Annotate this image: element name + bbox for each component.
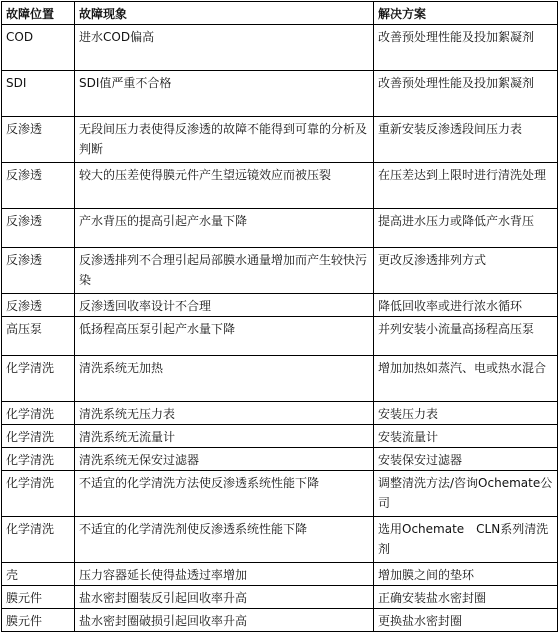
cell-solution: 增加加热如蒸汽、电或热水混合 <box>374 356 558 402</box>
cell-solution: 安装保安过滤器 <box>374 448 558 471</box>
cell-location: 化学清洗 <box>2 356 75 402</box>
cell-solution: 在压差达到上限时进行清洗处理 <box>374 163 558 209</box>
cell-solution: 提高进水压力或降低产水背压 <box>374 209 558 248</box>
table-row <box>2 609 558 632</box>
cell-location: COD <box>2 25 75 71</box>
table-row <box>2 71 558 117</box>
cell-location: 化学清洗 <box>2 425 75 448</box>
cell-solution: 重新安装反渗透段间压力表 <box>374 117 558 163</box>
cell-phenomenon: 不适宜的化学清洗剂使反渗透系统性能下降 <box>75 517 374 563</box>
cell-location: 膜元件 <box>2 609 75 632</box>
table-row <box>2 209 558 248</box>
cell-phenomenon: 清洗系统无流量计 <box>75 425 374 448</box>
cell-solution: 选用Ochemate CLN系列清洗剂 <box>374 517 558 563</box>
cell-solution: 更改反渗透排列方式 <box>374 248 558 294</box>
cell-location: 壳 <box>2 563 75 586</box>
cell-location: 膜元件 <box>2 586 75 609</box>
cell-phenomenon: 清洗系统无加热 <box>75 356 374 402</box>
cell-location: 反渗透 <box>2 117 75 163</box>
header-solution: 解决方案 <box>374 2 558 25</box>
cell-solution: 降低回收率或进行浓水循环 <box>374 294 558 317</box>
table-row <box>2 448 558 471</box>
cell-location: 化学清洗 <box>2 448 75 471</box>
table-row <box>2 317 558 356</box>
cell-phenomenon: 不适宜的化学清洗方法使反渗透系统性能下降 <box>75 471 374 517</box>
header-phenomenon: 故障现象 <box>75 2 374 25</box>
cell-location: 反渗透 <box>2 248 75 294</box>
cell-solution: 增加膜之间的垫环 <box>374 563 558 586</box>
cell-location: 化学清洗 <box>2 471 75 517</box>
cell-location: 高压泵 <box>2 317 75 356</box>
cell-phenomenon: 较大的压差使得膜元件产生望远镜效应而被压裂 <box>75 163 374 209</box>
cell-phenomenon: 产水背压的提高引起产水量下降 <box>75 209 374 248</box>
table-row <box>2 25 558 71</box>
cell-location: 反渗透 <box>2 294 75 317</box>
table-row <box>2 586 558 609</box>
table-row <box>2 248 558 294</box>
cell-location: 化学清洗 <box>2 517 75 563</box>
cell-solution: 安装压力表 <box>374 402 558 425</box>
cell-solution: 改善预处理性能及投加絮凝剂 <box>374 71 558 117</box>
cell-location: 反渗透 <box>2 209 75 248</box>
table-row <box>2 517 558 563</box>
table-row <box>2 402 558 425</box>
table-row <box>2 563 558 586</box>
header-location: 故障位置 <box>2 2 75 25</box>
cell-phenomenon: 反渗透回收率设计不合理 <box>75 294 374 317</box>
cell-phenomenon: 盐水密封圈装反引起回收率升高 <box>75 586 374 609</box>
cell-location: SDI <box>2 71 75 117</box>
header-row <box>2 2 558 25</box>
cell-solution: 安装流量计 <box>374 425 558 448</box>
cell-phenomenon: 低扬程高压泵引起产水量下降 <box>75 317 374 356</box>
table-row <box>2 163 558 209</box>
troubleshooting-table <box>1 1 558 632</box>
cell-phenomenon: SDI值严重不合格 <box>75 71 374 117</box>
cell-phenomenon: 反渗透排列不合理引起局部膜水通量增加而产生较快污染 <box>75 248 374 294</box>
cell-phenomenon: 清洗系统无压力表 <box>75 402 374 425</box>
cell-location: 化学清洗 <box>2 402 75 425</box>
cell-solution: 并列安装小流量高扬程高压泵 <box>374 317 558 356</box>
cell-solution: 更换盐水密封圈 <box>374 609 558 632</box>
table-row <box>2 356 558 402</box>
cell-phenomenon: 清洗系统无保安过滤器 <box>75 448 374 471</box>
cell-phenomenon: 进水COD偏高 <box>75 25 374 71</box>
cell-location: 反渗透 <box>2 163 75 209</box>
table-row <box>2 471 558 517</box>
cell-solution: 调整清洗方法/咨询Ochemate公司 <box>374 471 558 517</box>
cell-solution: 正确安装盐水密封圈 <box>374 586 558 609</box>
table-row <box>2 117 558 163</box>
cell-phenomenon: 盐水密封圈破损引起回收率升高 <box>75 609 374 632</box>
cell-solution: 改善预处理性能及投加絮凝剂 <box>374 25 558 71</box>
table-row <box>2 425 558 448</box>
table-row <box>2 294 558 317</box>
cell-phenomenon: 压力容器延长使得盐透过率增加 <box>75 563 374 586</box>
cell-phenomenon: 无段间压力表使得反渗透的故障不能得到可靠的分析及判断 <box>75 117 374 163</box>
